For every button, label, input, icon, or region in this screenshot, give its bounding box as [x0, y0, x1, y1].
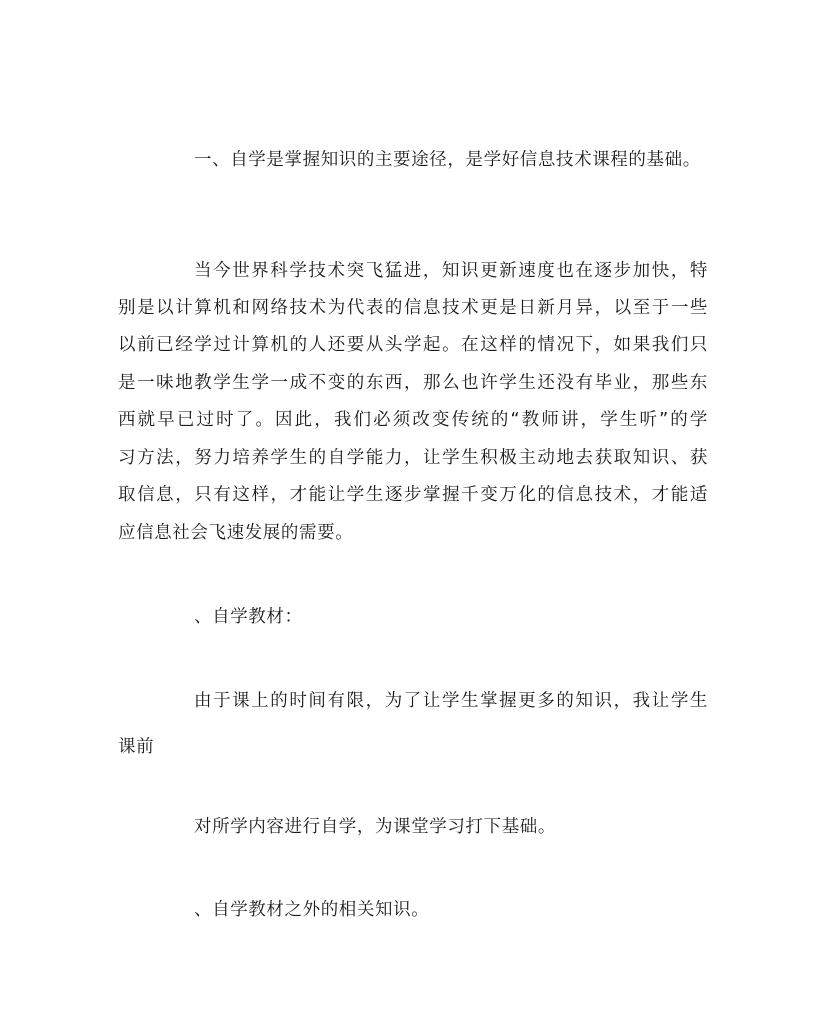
subheading: 、自学教材之外的相关知识。 [194, 900, 430, 920]
paragraph-line: 对所学内容进行自学，为课堂学习打下基础。 [194, 817, 556, 837]
paragraph-line: 课前 [118, 737, 155, 757]
subheading: 、自学教材： [194, 607, 303, 627]
paragraph-line: 别是以计算机和网络技术为代表的信息技术更是日新月异，以至于一些 [118, 298, 708, 318]
paragraph-line: 当今世界科学技术突飞猛进，知识更新速度也在逐步加快，特 [194, 261, 708, 281]
paragraph-line: 以前已经学过计算机的人还要从头学起。在这样的情况下，如果我们只 [118, 335, 708, 355]
paragraph-line: 西就早已过时了。因此，我们必须改变传统的“教师讲，学生听”的学 [118, 410, 708, 430]
paragraph-line: 取信息，只有这样，才能让学生逐步掌握千变万化的信息技术，才能适 [118, 485, 708, 505]
section-heading: 一、自学是掌握知识的主要途径，是学好信息技术课程的基础。 [194, 150, 701, 170]
paragraph-line: 由于课上的时间有限，为了让学生掌握更多的知识，我让学生 [194, 691, 708, 711]
paragraph-line: 习方法，努力培养学生的自学能力，让学生积极主动地去获取知识、获 [118, 448, 708, 468]
paragraph-line: 应信息社会飞速发展的需要。 [118, 523, 354, 543]
paragraph-line: 是一味地教学生学一成不变的东西，那么也许学生还没有毕业，那些东 [118, 373, 708, 393]
